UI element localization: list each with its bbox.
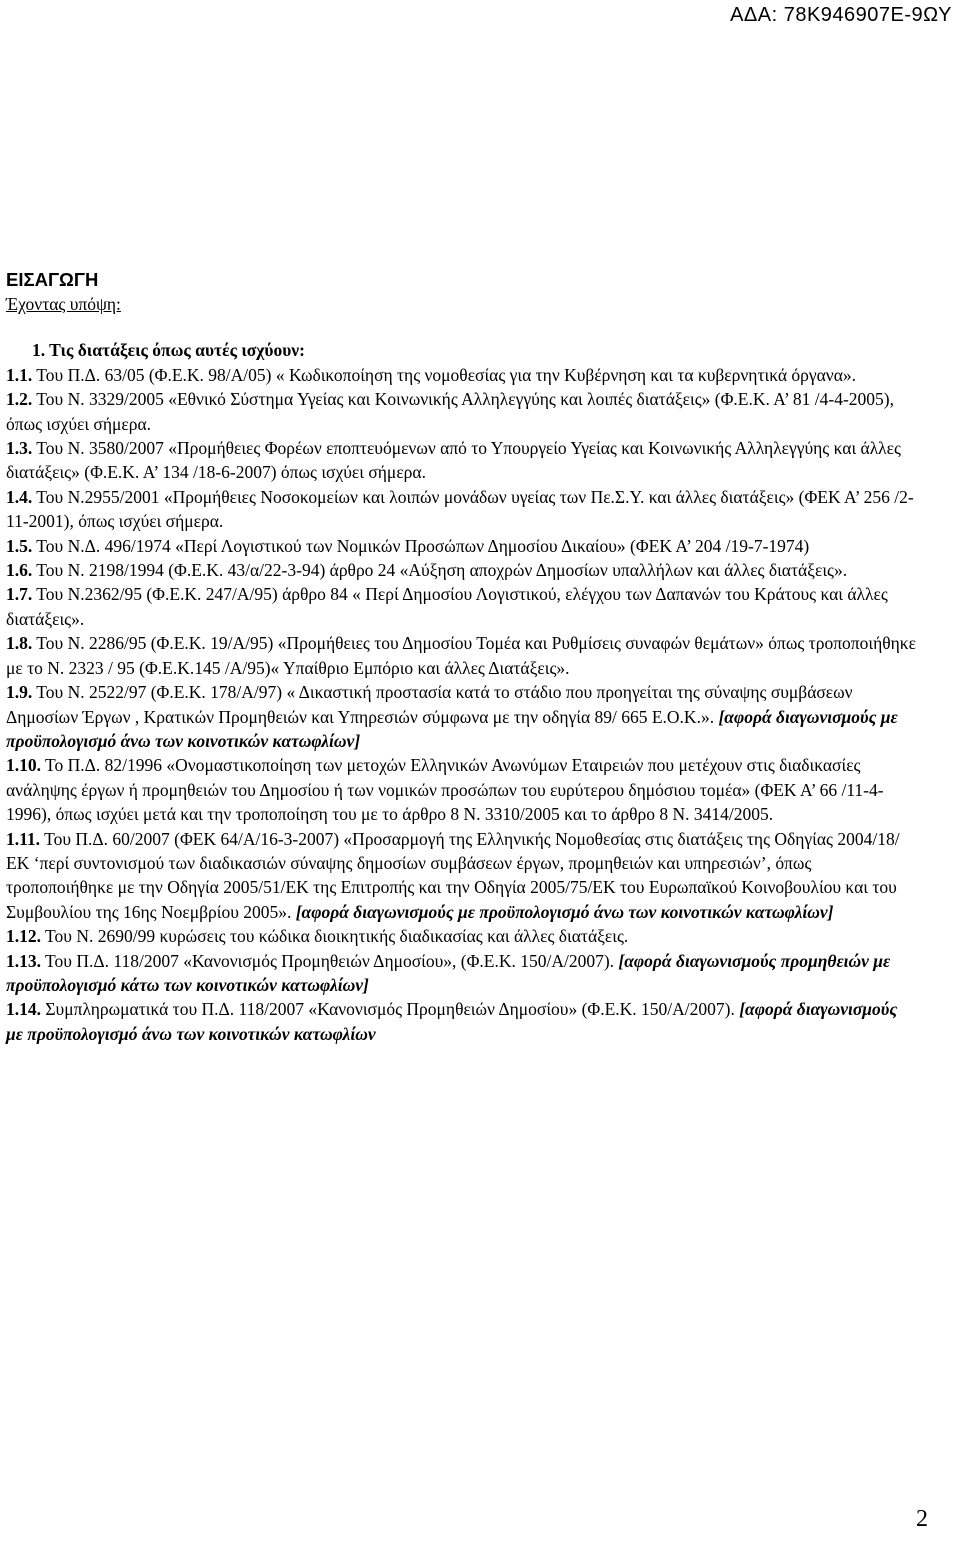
- item-text: Συμπληρωματικά του Π.Δ. 118/2007 «Κανονισμός Προμηθειών Δημοσίου» (Φ.Ε.Κ. 150/Α/2007).: [41, 999, 735, 1020]
- item-text: Του Ν.Δ. 496/1974 «Περί Λογιστικού των Νομικών Προσώπων Δημοσίου Δικαίου» (ΦΕΚ Α’ 204 /19-7-1974): [32, 535, 810, 556]
- item-text: Του Π.Δ. 60/2007 (ΦΕΚ 64/Α/16-3-2007) «Προσαρμογή της Ελληνικής Νομοθεσίας στις διατάξεις της Οδηγίας 2004/18/ΕΚ ‘περί συντονισμού των διαδικασιών σύναψης δημοσίων συμβάσεων έργων, προμηθειών και υπηρεσιών’, όπως τροποποιήθηκε με την Οδηγία 2005/51/ΕΚ της Επιτροπής και την Οδηγία 2005/75/ΕΚ του Ευρωπαϊκού Κοινοβουλίου και του Συμβουλίου της 16ης Νοεμβρίου 2005».: [6, 828, 900, 922]
- item-text: Του Ν.2955/2001 «Προμήθειες Νοσοκομείων και λοιπών μονάδων υγείας των Πε.Σ.Υ. και άλλες διατάξεις» (ΦΕΚ Α’ 256 /2-11-2001), όπως ισχύει σήμερα.: [6, 486, 914, 532]
- item-number: 1.3.: [6, 438, 33, 459]
- item-text: Του Ν. 2522/97 (Φ.Ε.Κ. 178/Α/97) « Δικαστική προστασία κατά το στάδιο που προηγείται της σύναψης συμβάσεων Δημοσίων Έργων , Κρατικών Προμηθειών και Υπηρεσιών σύμφωνα με την οδηγία 89/ 665 Ε.Ο.Κ.».: [6, 682, 853, 727]
- legislation-item: [6, 436, 918, 485]
- legislation-item: [6, 631, 918, 680]
- legislation-item: [6, 363, 918, 387]
- item-text: Του Ν. 2198/1994 (Φ.Ε.Κ. 43/α/22-3-94) άρθρο 24 «Αύξηση αποχρών Δημοσίων υπαλλήλων και άλλες διατάξεις».: [32, 560, 848, 581]
- legislation-item: [6, 997, 918, 1046]
- legislation-item: [6, 924, 918, 948]
- item-number: 1.2.: [6, 389, 33, 410]
- item-number: 1.4.: [6, 486, 33, 507]
- section-heading: 1. Τις διατάξεις όπως αυτές ισχύουν:: [32, 340, 305, 361]
- item-note: [αφορά διαγωνισμούς προμηθειών με προϋπολογισμό κάτω των κοινοτικών κατωφλίων]: [6, 950, 891, 995]
- item-number: 1.10.: [6, 755, 41, 776]
- item-text: Του Ν.2362/95 (Φ.Ε.Κ. 247/Α/95) άρθρο 84 « Περί Δημοσίου Λογιστικού, ελέγχου των Δαπανών του Κράτους και άλλες διατάξεις».: [6, 584, 888, 629]
- item-note: [αφορά διαγωνισμούς με προϋπολογισμό άνω των κοινοτικών κατωφλίων]: [6, 706, 898, 751]
- item-text: Το Π.Δ. 82/1996 «Ονομαστικοποίηση των μετοχών Ελληνικών Ανωνύμων Εταιρειών που μετέχουν στις διαδικασίες ανάληψης έργων ή προμηθειών του Δημοσίου ή των νομικών προσώπων του ευρύτερου δημόσιου τομέα» (ΦΕΚ Α’ 66 /11-4-1996), όπως ισχύει μετά και την τροποποίηση του με το άρθρο 8 Ν. 3310/2005 και το άρθρο 8 Ν. 3414/2005.: [6, 755, 884, 825]
- item-number: 1.13.: [6, 950, 41, 971]
- legislation-item: [6, 582, 918, 631]
- legislation-item: [6, 753, 918, 826]
- legislation-item: [6, 949, 918, 998]
- doc-title: ΕΙΣΑΓΩΓΗ: [6, 269, 99, 290]
- item-text: Του Ν. 2286/95 (Φ.Ε.Κ. 19/Α/95) «Προμήθειες του Δημοσίου Τομέα και Ρυθμίσεις συναφών θεμάτων» όπως τροποποιήθηκε με το Ν. 2323 / 95 (Φ.Ε.Κ.145 /Α/95)« Υπαίθριο Εμπόριο και άλλες Διατάξεις».: [6, 633, 916, 678]
- item-number: 1.12.: [6, 926, 41, 947]
- item-number: 1.5.: [6, 535, 33, 556]
- item-text: Του Ν. 3329/2005 «Εθνικό Σύστημα Υγείας και Κοινωνικής Αλληλεγγύης και λοιπές διατάξεις» (Φ.Ε.Κ. Α’ 81 /4-4-2005), όπως ισχύει σήμερα.: [6, 389, 894, 434]
- item-note: [αφορά διαγωνισμούς με προϋπολογισμό άνω των κοινοτικών κατωφλίων: [6, 999, 898, 1044]
- legislation-item: [6, 387, 918, 436]
- legislation-item: [6, 558, 918, 582]
- item-note: [αφορά διαγωνισμούς με προϋπολογισμό άνω των κοινοτικών κατωφλίων]: [295, 901, 834, 922]
- ada-code: ΑΔΑ: 78Κ946907Ε-9ΩΥ: [730, 4, 952, 26]
- item-number: 1.7.: [6, 584, 33, 605]
- item-number: 1.6.: [6, 560, 33, 581]
- page-number: 2: [916, 1506, 928, 1532]
- item-number: 1.11.: [6, 828, 41, 849]
- item-text: Του Π.Δ. 63/05 (Φ.Ε.Κ. 98/Α/05) « Κωδικοποίηση της νομοθεσίας για την Κυβέρνηση και τα κυβερνητικά όργανα».: [32, 364, 856, 385]
- item-text: Του Ν. 3580/2007 «Προμήθειες Φορέων εποπτευόμενων από το Υπουργείο Υγείας και Κοινωνικής Αλληλεγγύης και άλλες διατάξεις» (Φ.Ε.Κ. Α’ 134 /18-6-2007) όπως ισχύει σήμερα.: [6, 438, 901, 483]
- item-number: 1.14.: [6, 999, 41, 1020]
- item-text: Του Π.Δ. 118/2007 «Κανονισμός Προμηθειών Δημοσίου», (Φ.Ε.Κ. 150/Α/2007).: [41, 950, 615, 971]
- item-number: 1.1.: [6, 364, 33, 385]
- legislation-item: [6, 534, 918, 558]
- legislation-item: [6, 485, 918, 534]
- legislation-item: [6, 827, 918, 925]
- doc-subtitle: Έχοντας υπόψη:: [6, 294, 121, 314]
- item-number: 1.8.: [6, 633, 33, 654]
- item-text: Του Ν. 2690/99 κυρώσεις του κώδικα διοικητικής διαδικασίας και άλλες διατάξεις.: [41, 926, 629, 947]
- item-number: 1.9.: [6, 682, 33, 703]
- document-body: [6, 268, 918, 1046]
- legislation-item: [6, 680, 918, 753]
- legislation-list: [6, 363, 918, 1046]
